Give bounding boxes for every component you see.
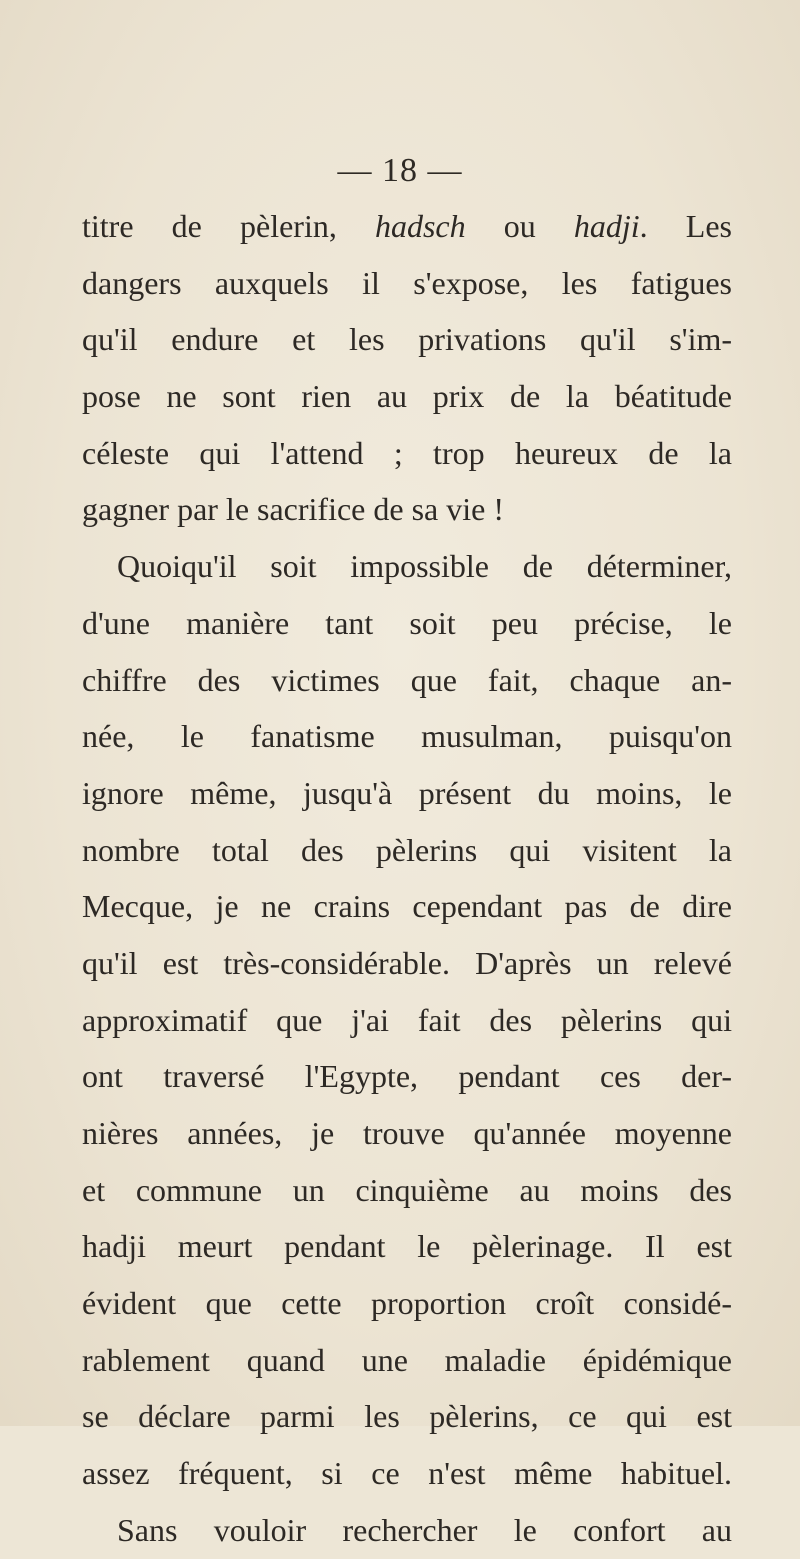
text-line: Mecque, je ne crains cependant pas de dire	[82, 888, 732, 925]
text-line: Quoiqu'il soit impossible de déterminer,	[117, 548, 732, 585]
text-line: Sans vouloir rechercher le confort au	[117, 1511, 732, 1548]
italic-term: hadsch	[374, 208, 466, 244]
text-line: approximatif que j'ai fait des pèlerins qui	[82, 1001, 732, 1038]
text-line: nombre total des pèlerins qui visitent la	[82, 831, 732, 868]
text-line: hadji meurt pendant le pèlerinage. Il est	[82, 1228, 732, 1265]
text-line: pose ne sont rien au prix de la béatitude	[82, 378, 732, 415]
text-line: et commune un cinquième au moins des	[82, 1171, 732, 1208]
text-line: née, le fanatisme musulman, puisqu'on	[82, 718, 732, 755]
text-line: assez fréquent, si ce n'est même habituel.	[82, 1455, 732, 1492]
text-line: se déclare parmi les pèlerins, ce qui est	[82, 1398, 732, 1435]
text-line: qu'il est très-considérable. D'après un relevé	[82, 944, 732, 981]
text-line: dangers auxquels il s'expose, les fatigues	[82, 264, 732, 301]
text-line: chiffre des victimes que fait, chaque an-	[82, 661, 732, 698]
body-text	[82, 198, 732, 1559]
page-number: — 18 —	[337, 152, 463, 189]
text-line: titre de pèlerin, hadsch ou hadji. Les	[82, 208, 733, 244]
text-line: ont traversé l'Egypte, pendant ces der-	[82, 1058, 732, 1095]
text-line: rablement quand une maladie épidémique	[82, 1341, 732, 1378]
text-line: gagner par le sacrifice de sa vie !	[82, 491, 504, 528]
text-line: ignore même, jusqu'à présent du moins, le	[82, 774, 732, 811]
text-line: céleste qui l'attend ; trop heureux de la	[82, 434, 732, 471]
text-line: d'une manière tant soit peu précise, le	[82, 604, 732, 641]
text-line: évident que cette proportion croît considé-	[82, 1285, 732, 1322]
text-line: qu'il endure et les privations qu'il s'im-	[82, 321, 732, 358]
text-line: nières années, je trouve qu'année moyenne	[82, 1115, 732, 1151]
italic-term: hadji	[573, 208, 640, 244]
